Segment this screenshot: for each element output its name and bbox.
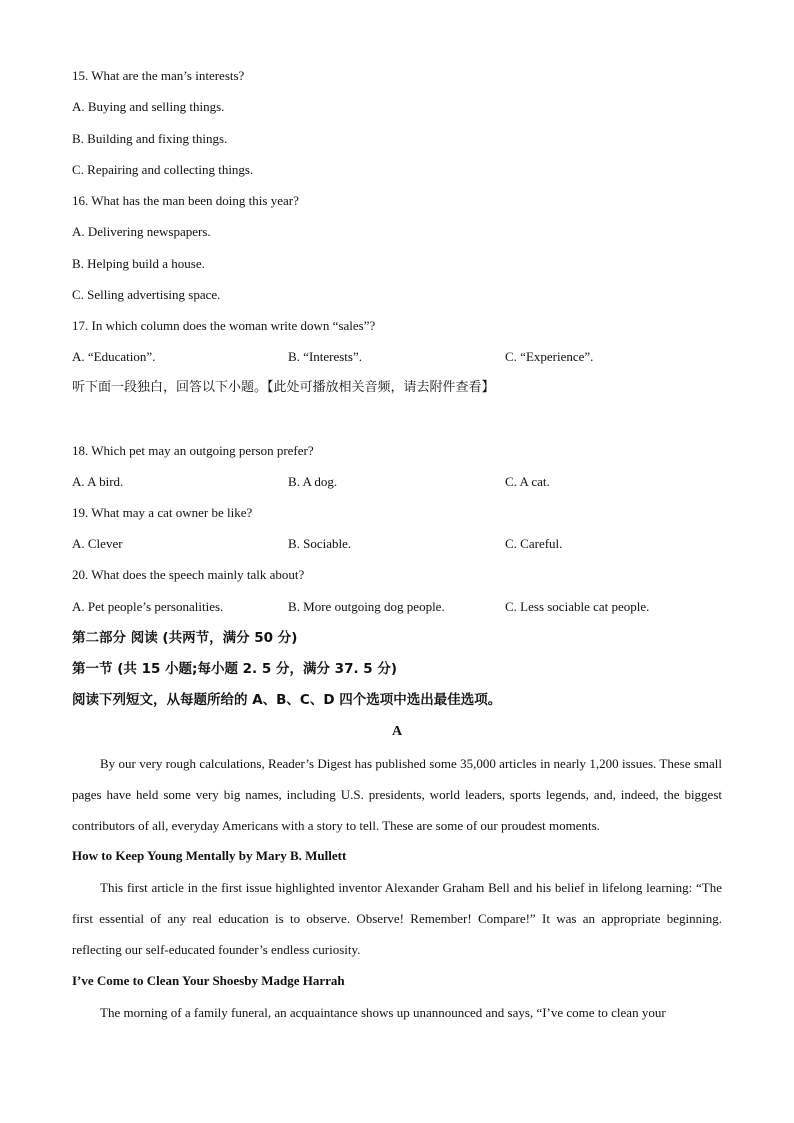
q15-option-b: B. Building and fixing things. xyxy=(72,131,228,146)
q19-option-b: B. Sociable. xyxy=(288,536,352,551)
q16-option-b: B. Helping build a house. xyxy=(72,256,205,271)
q18-option-a: A. A bird. xyxy=(72,474,124,489)
article-heading-1: How to Keep Young Mentally by Mary B. Mullett xyxy=(72,848,347,863)
q15-option-a: A. Buying and selling things. xyxy=(72,99,225,114)
q18-option-c: C. A cat. xyxy=(505,474,550,489)
q20-option-b: B. More outgoing dog people. xyxy=(288,599,445,614)
question-19: 19. What may a cat owner be like? xyxy=(72,505,253,520)
article-heading-2: I’ve Come to Clean Your Shoesby Madge Harrah xyxy=(72,973,345,988)
q20-option-a: A. Pet people’s personalities. xyxy=(72,599,224,614)
passage-label: A xyxy=(391,724,403,739)
question-20: 20. What does the speech mainly talk about? xyxy=(72,567,305,582)
q16-option-a: A. Delivering newspapers. xyxy=(72,224,211,239)
question-16: 16. What has the man been doing this year? xyxy=(72,193,299,208)
monologue-instruction: 听下面一段独白，回答以下小题。【此处可播放相关音频，请去附件查看】 xyxy=(72,380,495,395)
part2-heading: 第二部分 阅读 (共两节，满分 50 分) xyxy=(72,630,298,646)
passage-paragraph-2: This first article in the first issue highlighted inventor Alexander Graham Bell and his belief in lifelong learning: “The first essential of any real education is to observe. Observe! Remember! Compare!” It was an appropriate beginning. reflecting our self-educated founder’s endless curiosity. xyxy=(72,880,722,958)
reading-instruction: 阅读下列短文，从每题所给的 A、B、C、D 四个选项中选出最佳选项。 xyxy=(72,692,502,708)
q16-option-c: C. Selling advertising space. xyxy=(72,287,221,302)
question-17: 17. In which column does the woman write down “sales”? xyxy=(72,318,376,333)
q18-option-b: B. A dog. xyxy=(288,474,338,489)
question-15: 15. What are the man’s interests? xyxy=(72,68,245,83)
q20-option-c: C. Less sociable cat people. xyxy=(505,599,650,614)
q17-option-c: C. “Experience”. xyxy=(505,349,594,364)
passage-paragraph-3: The morning of a family funeral, an acquaintance shows up unannounced and says, “I’ve come to clean your xyxy=(100,1005,666,1020)
section1-heading: 第一节 (共 15 小题;每小题 2. 5 分，满分 37. 5 分) xyxy=(72,661,398,677)
q17-option-b: B. “Interests”. xyxy=(288,349,363,364)
q19-option-a: A. Clever xyxy=(72,536,123,551)
passage-paragraph-1: By our very rough calculations, Reader’s Digest has published some 35,000 articles in nearly 1,200 issues. These small pages have held some very big names, including U.S. presidents, world leaders, sports legends, and, indeed, the biggest contributors of all, everyday Americans with a story to tell. These are some of our proudest moments. xyxy=(72,756,722,834)
q19-option-c: C. Careful. xyxy=(505,536,563,551)
q15-option-c: C. Repairing and collecting things. xyxy=(72,162,254,177)
question-18: 18. Which pet may an outgoing person prefer? xyxy=(72,443,314,458)
q17-option-a: A. “Education”. xyxy=(72,349,156,364)
